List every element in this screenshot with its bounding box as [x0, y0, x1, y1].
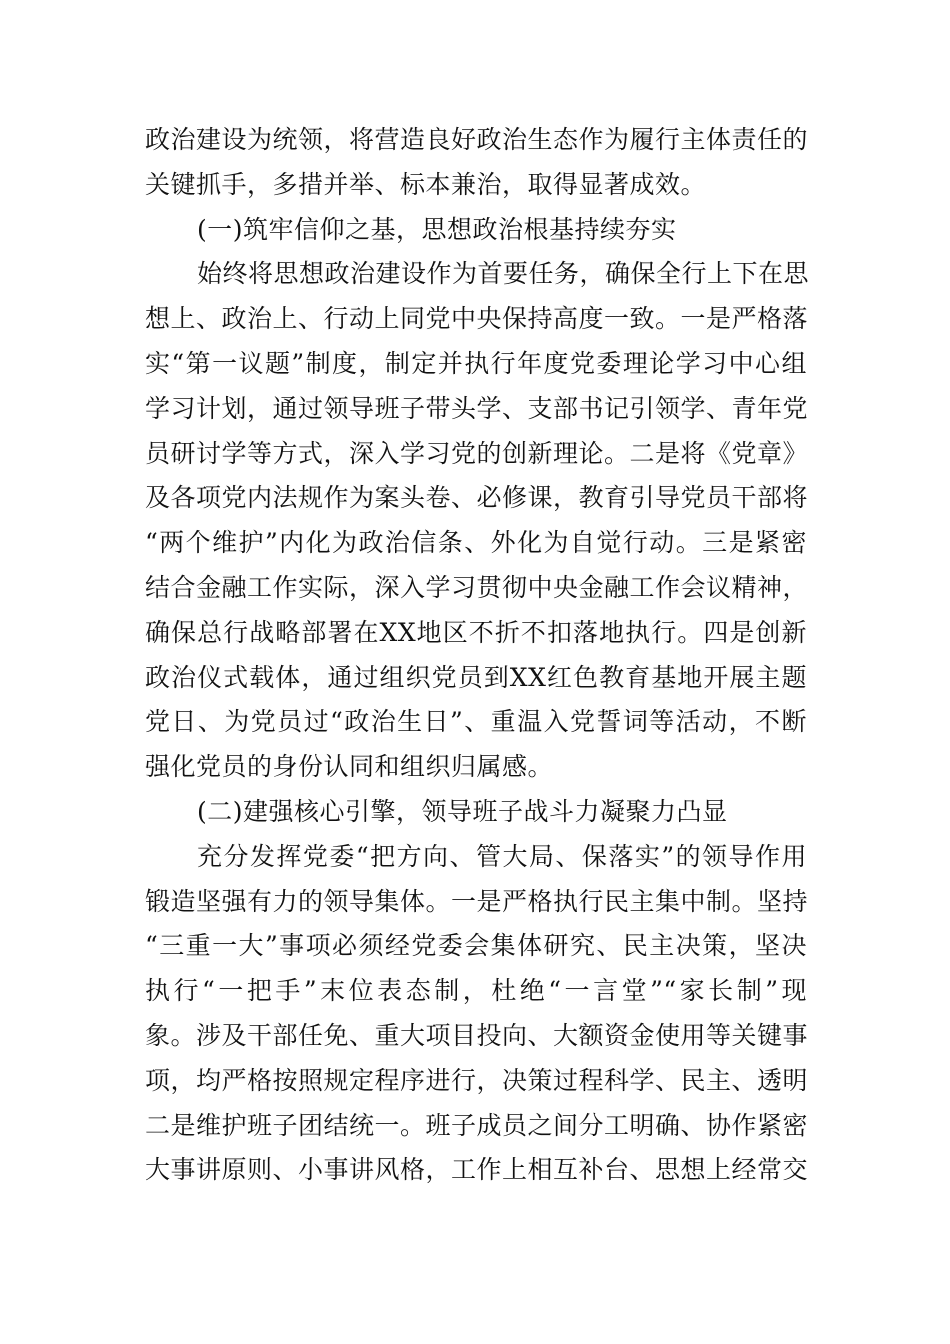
body-paragraph: [145, 835, 807, 1193]
text-line: 及各项党内法规作为案头卷、必修课，教育引导党员干部将: [145, 483, 809, 513]
text-line: 大事讲原则、小事讲风格，工作上相互补台、思想上经常交: [145, 1155, 809, 1185]
document-page: [145, 118, 810, 1193]
text-line: 执行“一把手”末位表态制，杜绝“一言堂”“家长制”现: [145, 976, 807, 1006]
text-line: 结合金融工作实际，深入学习贯彻中央金融工作会议精神，: [145, 572, 809, 602]
text-line: “两个维护”内化为政治信条、外化为自觉行动。三是紧密: [145, 528, 807, 558]
text-line: 始终将思想政治建设作为首要任务，确保全行上下在思: [197, 259, 810, 289]
text-line: 党日、为党员过“政治生日”、重温入党誓词等活动，不断: [145, 707, 807, 737]
text-line: 确保总行战略部署在XX地区不折不扣落地执行。四是创新: [145, 617, 807, 647]
body-paragraph: [145, 252, 810, 790]
text-line: 员研讨学等方式，深入学习党的创新理论。二是将《党章》: [145, 438, 809, 468]
text-line: 关键抓手，多措并举、标本兼治，取得显著成效。: [145, 169, 707, 199]
text-line: 充分发挥党委“把方向、管大局、保落实”的领导作用: [197, 841, 807, 871]
text-line: 象。涉及干部任免、重大项目投向、大额资金使用等关键事: [145, 1020, 809, 1050]
text-line: 政治建设为统领，将营造良好政治生态作为履行主体责任的: [145, 125, 809, 154]
text-line: (二)建强核心引擎，领导班子战斗力凝聚力凸显: [197, 796, 728, 826]
body-paragraph: [145, 118, 807, 208]
text-line: 锻造坚强有力的领导集体。一是严格执行民主集中制。坚持: [145, 886, 809, 916]
text-line: 政治仪式载体，通过组织党员到XX红色教育基地开展主题: [145, 662, 807, 692]
text-line: (一)筑牢信仰之基，思想政治根基持续夯实: [197, 214, 677, 244]
text-line: 学习计划，通过领导班子带头学、支部书记引领学、青年党: [145, 393, 809, 423]
text-line: 项，均严格按照规定程序进行，决策过程科学、民主、透明: [145, 1065, 809, 1095]
text-line: “三重一大”事项必须经党委会集体研究、民主决策，坚决: [145, 931, 807, 961]
text-line: 想上、政治上、行动上同党中央保持高度一致。一是严格落: [145, 304, 809, 334]
section-heading: [145, 790, 807, 835]
text-line: 实“第一议题”制度，制定并执行年度党委理论学习中心组: [145, 348, 807, 378]
text-line: 二是维护班子团结统一。班子成员之间分工明确、协作紧密: [145, 1110, 809, 1140]
text-line: 强化党员的身份认同和组织归属感。: [145, 752, 554, 782]
section-heading: [145, 208, 807, 253]
